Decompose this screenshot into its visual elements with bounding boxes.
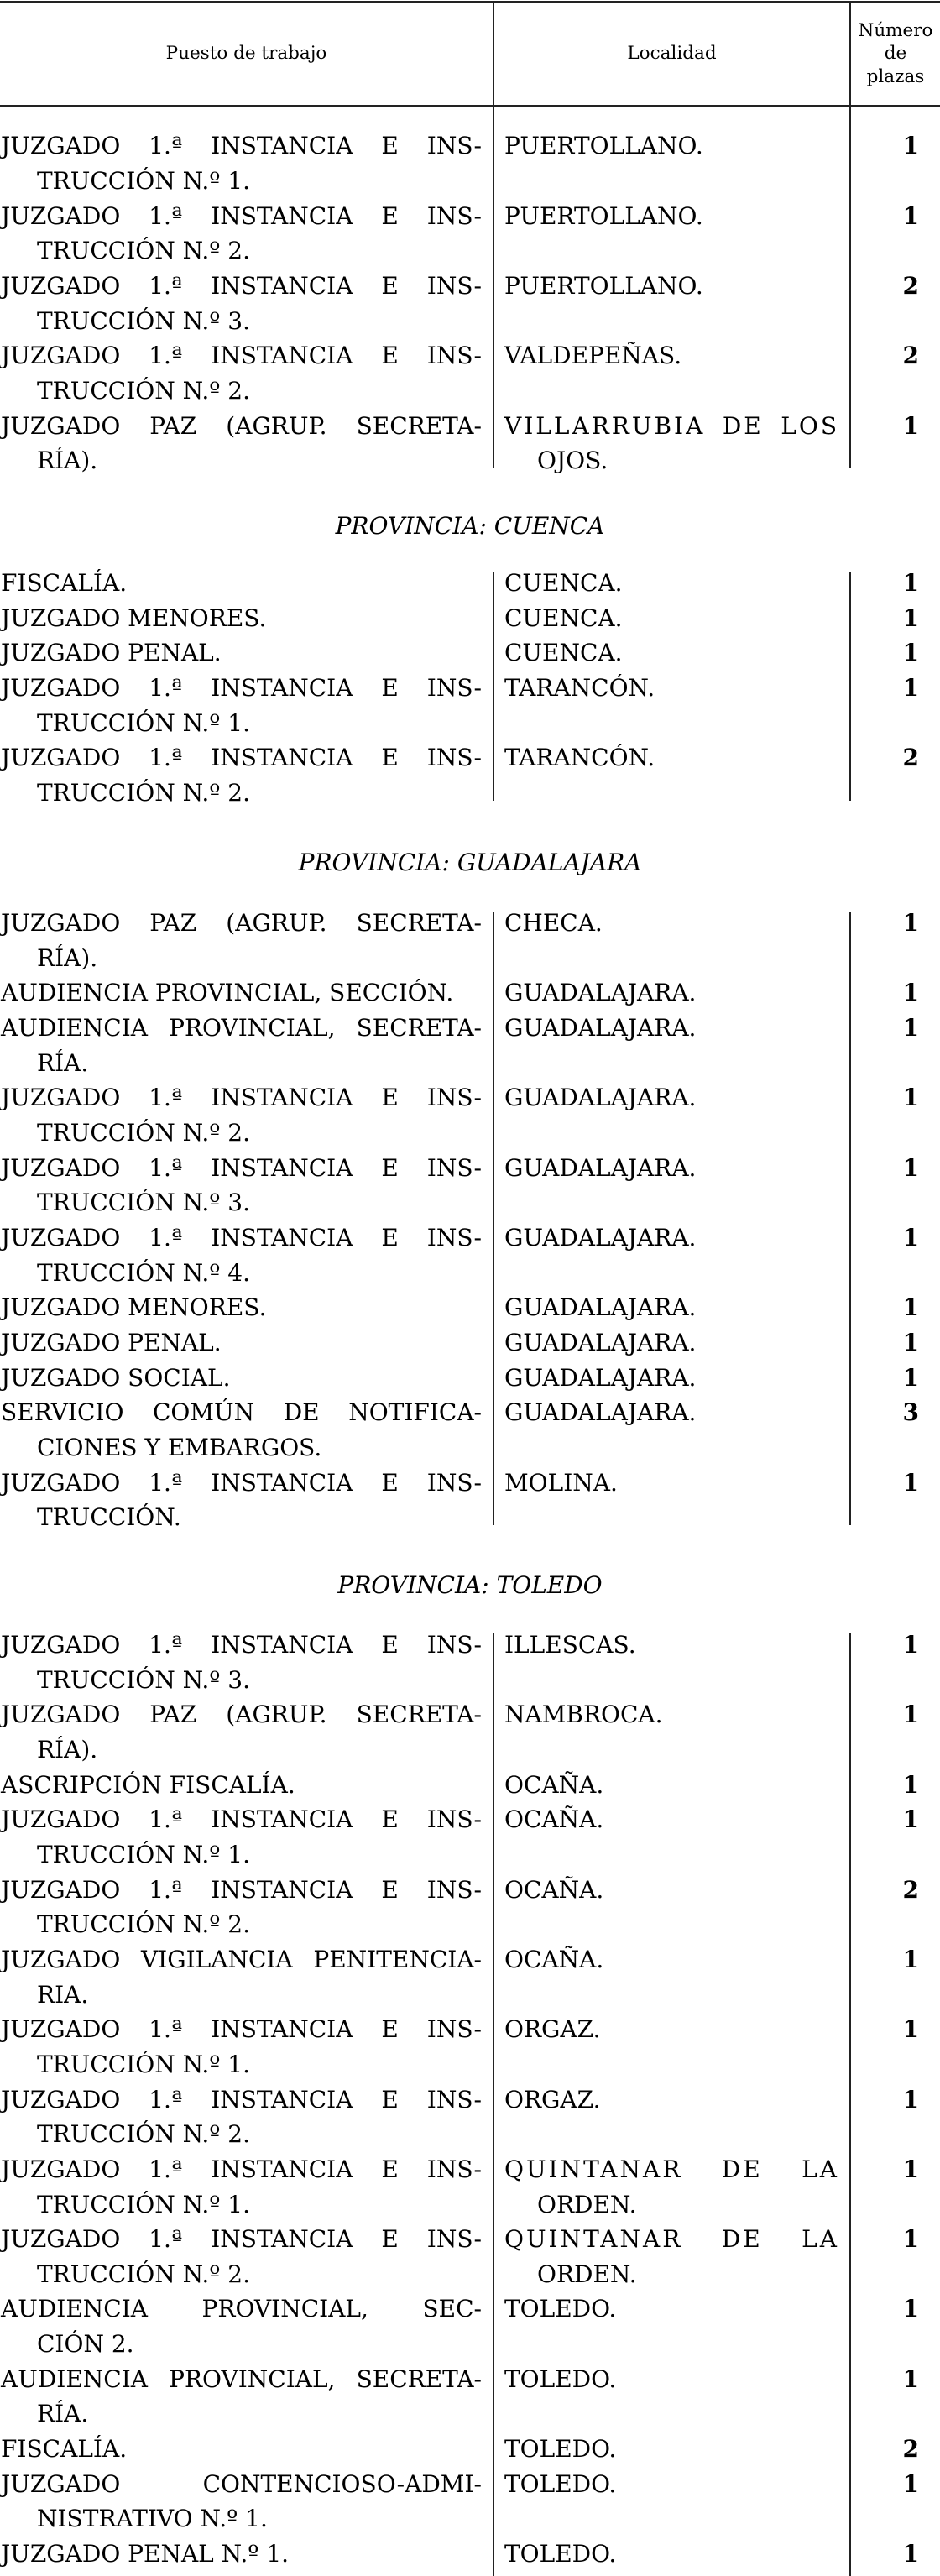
text-line: TOLEDO. [504, 2364, 617, 2393]
cell-localidad [493, 128, 849, 198]
cell-localidad [493, 338, 849, 408]
cell-numero-de-plazas: 1 [902, 909, 919, 937]
cell-numero-de-plazas: 1 [902, 1153, 919, 1182]
text-line: RÍA). [37, 943, 98, 972]
text-line: JUZGADO VIGILANCIA PENITENCIA- [1, 1945, 482, 1973]
text-line: TRUCCIÓN N.º 2. [37, 237, 251, 265]
text-line: PUERTOLLANO. [504, 272, 703, 300]
cell-numero-de-plazas: 1 [902, 1468, 919, 1497]
text-line: NISTRATIVO N.º 1. [37, 2505, 268, 2533]
cell-puesto-de-trabajo [0, 1873, 493, 1942]
section-heading: PROVINCIA: TOLEDO [337, 1571, 603, 1599]
cell-localidad [493, 1628, 849, 1697]
cell-puesto-de-trabajo [0, 975, 493, 1011]
text-line: ORDEN. [537, 2190, 637, 2218]
cell-numero-de-plazas: 1 [902, 2364, 919, 2393]
text-line: AUDIENCIA PROVINCIAL, SECCIÓN. [1, 979, 454, 1007]
text-line: OCAÑA. [504, 1805, 604, 1834]
table-row [0, 2012, 940, 2082]
text-line: GUADALAJARA. [504, 1223, 697, 1251]
text-line: PUERTOLLANO. [504, 201, 703, 230]
table-row [0, 1697, 940, 1767]
text-line: TRUCCIÓN N.º 1. [37, 2190, 251, 2218]
cell-localidad [493, 1290, 849, 1325]
table-row [0, 2467, 940, 2537]
text-line: JUZGADO 1.ª INSTANCIA E INS- [1, 2225, 482, 2254]
text-line: NAMBROCA. [504, 1701, 663, 1729]
text-line: JUZGADO 1.ª INSTANCIA E INS- [1, 1875, 482, 1904]
cell-localidad [493, 1942, 849, 2012]
header-puesto-de-trabajo: Puesto de trabajo [165, 43, 327, 65]
table-row [0, 1011, 940, 1080]
table-row [0, 2152, 940, 2222]
text-line: JUZGADO 1.ª INSTANCIA E INS- [1, 342, 482, 370]
text-line: GUADALAJARA. [504, 1084, 697, 1112]
cell-numero-de-plazas: 2 [902, 342, 919, 370]
table-row [0, 2537, 940, 2572]
cell-puesto-de-trabajo [0, 2012, 493, 2082]
cell-numero-de-plazas: 1 [902, 979, 919, 1007]
cell-numero-de-plazas: 1 [902, 1701, 919, 1729]
table-row [0, 1466, 940, 1535]
cell-localidad [493, 2012, 849, 2082]
cell-numero-de-plazas: 1 [902, 411, 919, 440]
text-line: GUADALAJARA. [504, 1328, 697, 1356]
text-line: GUADALAJARA. [504, 1153, 697, 1182]
text-line: TRUCCIÓN N.º 2. [37, 2260, 251, 2288]
cell-numero-de-plazas: 1 [902, 2085, 919, 2114]
table-row [0, 409, 940, 478]
cell-localidad [493, 1361, 849, 1396]
header-plazas-line: Número [858, 19, 933, 41]
text-line: TRUCCIÓN N.º 2. [37, 1118, 251, 1147]
table-row [0, 1395, 940, 1465]
cell-localidad [493, 199, 849, 269]
text-line: JUZGADO MENORES. [1, 604, 267, 632]
cell-puesto-de-trabajo [0, 2467, 493, 2537]
cell-numero-de-plazas: 1 [902, 2225, 919, 2254]
text-line: RÍA. [37, 1048, 89, 1077]
cell-puesto-de-trabajo [0, 1151, 493, 1220]
cell-numero-de-plazas: 1 [902, 1328, 919, 1356]
cell-puesto-de-trabajo [0, 1220, 493, 1290]
text-line: GUADALAJARA. [504, 1363, 697, 1392]
column-rule [493, 1633, 494, 2576]
text-line: JUZGADO 1.ª INSTANCIA E INS- [1, 744, 482, 772]
table-row [0, 2362, 940, 2432]
text-line: CIONES Y EMBARGOS. [37, 1433, 322, 1461]
cell-puesto-de-trabajo [0, 1628, 493, 1697]
text-line: RÍA). [37, 1735, 98, 1763]
cell-numero-de-plazas: 1 [902, 1223, 919, 1251]
text-line: TRUCCIÓN N.º 1. [37, 708, 251, 737]
cell-puesto-de-trabajo [0, 1361, 493, 1396]
cell-numero-de-plazas: 1 [902, 1631, 919, 1659]
text-line: SERVICIO COMÚN DE NOTIFICA- [1, 1398, 482, 1427]
text-line: TOLEDO. [504, 2540, 617, 2568]
table-body [0, 1628, 940, 2572]
text-line: JUZGADO PENAL N.º 1. [1, 2540, 290, 2568]
text-line: GUADALAJARA. [504, 979, 697, 1007]
text-line: TRUCCIÓN N.º 4. [37, 1258, 251, 1287]
text-line: VALDEPEÑAS. [504, 342, 682, 370]
cell-puesto-de-trabajo [0, 128, 493, 198]
text-line: JUZGADO CONTENCIOSO-ADMI- [1, 2469, 482, 2498]
text-line: TRUCCIÓN N.º 2. [37, 1910, 251, 1939]
text-line: JUZGADO PENAL. [1, 639, 222, 667]
column-rule [493, 912, 494, 1525]
header-numero-de-plazas [849, 3, 940, 105]
section-heading: PROVINCIA: GUADALAJARA [298, 849, 642, 876]
cell-localidad [493, 2362, 849, 2432]
cell-numero-de-plazas: 1 [902, 639, 919, 667]
text-line: JUZGADO PAZ (AGRUP. SECRETA- [1, 909, 482, 937]
text-line: TRUCCIÓN N.º 2. [37, 376, 251, 405]
text-line: JUZGADO 1.ª INSTANCIA E INS- [1, 2085, 482, 2114]
text-line: MOLINA. [504, 1468, 618, 1497]
text-line: ASCRIPCIÓN FISCALÍA. [1, 1770, 295, 1799]
cell-puesto-de-trabajo [0, 269, 493, 338]
cell-numero-de-plazas: 3 [902, 1398, 919, 1427]
cell-puesto-de-trabajo [0, 2432, 493, 2467]
cell-localidad [493, 1325, 849, 1361]
text-line: JUZGADO 1.ª INSTANCIA E INS- [1, 1223, 482, 1251]
column-rule [849, 572, 851, 801]
table-row [0, 2222, 940, 2291]
cell-localidad [493, 2467, 849, 2537]
text-line: JUZGADO 1.ª INSTANCIA E INS- [1, 2015, 482, 2044]
section-heading: PROVINCIA: CUENCA [335, 512, 605, 540]
table-row [0, 2082, 940, 2152]
cell-localidad [493, 1873, 849, 1942]
cell-puesto-de-trabajo [0, 635, 493, 671]
table-row [0, 269, 940, 338]
cell-numero-de-plazas: 1 [902, 604, 919, 632]
text-line: TRUCCIÓN N.º 2. [37, 2120, 251, 2149]
text-line: FISCALÍA. [1, 2435, 128, 2464]
column-rule [849, 1633, 851, 2576]
table-row [0, 1873, 940, 1942]
text-line: JUZGADO 1.ª INSTANCIA E INS- [1, 1153, 482, 1182]
text-line: JUZGADO 1.ª INSTANCIA E INS- [1, 201, 482, 230]
text-line: AUDIENCIA PROVINCIAL, SEC- [1, 2295, 482, 2323]
text-line: CIÓN 2. [37, 2330, 134, 2359]
cell-numero-de-plazas: 1 [902, 132, 919, 160]
text-line: TRUCCIÓN N.º 2. [37, 778, 251, 807]
header-plazas-line: de [884, 43, 907, 65]
cell-puesto-de-trabajo [0, 2291, 493, 2361]
table-row [0, 906, 940, 975]
table-section [0, 106, 940, 478]
table-row [0, 975, 940, 1011]
text-line: TOLEDO. [504, 2469, 617, 2498]
cell-puesto-de-trabajo [0, 601, 493, 636]
text-line: QUINTANAR DE LA [504, 2225, 839, 2254]
cell-localidad [493, 1011, 849, 1080]
cell-puesto-de-trabajo [0, 409, 493, 478]
cell-numero-de-plazas: 1 [902, 1013, 919, 1042]
table-row [0, 671, 940, 740]
text-line: TRUCCIÓN. [37, 1503, 181, 1532]
cell-numero-de-plazas: 1 [902, 2295, 919, 2323]
cell-localidad [493, 1697, 849, 1767]
table-row [0, 1080, 940, 1150]
text-line: CUENCA. [504, 604, 623, 632]
table-row [0, 1220, 940, 1290]
text-line: JUZGADO 1.ª INSTANCIA E INS- [1, 1468, 482, 1497]
cell-localidad [493, 1395, 849, 1465]
cell-numero-de-plazas: 1 [902, 2469, 919, 2498]
text-line: JUZGADO MENORES. [1, 1293, 267, 1322]
cell-localidad [493, 2222, 849, 2291]
text-line: OCAÑA. [504, 1875, 604, 1904]
cell-localidad [493, 1220, 849, 1290]
table-row [0, 128, 940, 198]
text-line: TOLEDO. [504, 2295, 617, 2323]
text-line: RIA. [37, 1980, 89, 2009]
cell-localidad [493, 1768, 849, 1803]
text-line: VILLARRUBIA DE LOS [504, 411, 839, 440]
cell-localidad [493, 269, 849, 338]
cell-localidad [493, 2432, 849, 2467]
table-row [0, 2432, 940, 2467]
cell-numero-de-plazas: 2 [902, 744, 919, 772]
text-line: GUADALAJARA. [504, 1398, 697, 1427]
cell-puesto-de-trabajo [0, 1395, 493, 1465]
cell-puesto-de-trabajo [0, 2537, 493, 2572]
text-line: JUZGADO 1.ª INSTANCIA E INS- [1, 132, 482, 160]
table-header [0, 1, 940, 107]
text-line: JUZGADO 1.ª INSTANCIA E INS- [1, 272, 482, 300]
cell-numero-de-plazas: 1 [902, 1293, 919, 1322]
cell-numero-de-plazas: 1 [902, 673, 919, 702]
cell-localidad [493, 975, 849, 1011]
cell-localidad [493, 2537, 849, 2572]
text-line: JUZGADO PAZ (AGRUP. SECRETA- [1, 1701, 482, 1729]
text-line: JUZGADO 1.ª INSTANCIA E INS- [1, 2155, 482, 2183]
cell-localidad [493, 2082, 849, 2152]
cell-numero-de-plazas: 1 [902, 1084, 919, 1112]
text-line: ILLESCAS. [504, 1631, 636, 1659]
text-line: OCAÑA. [504, 1770, 604, 1799]
cell-localidad [493, 566, 849, 601]
text-line: ORGAZ. [504, 2015, 601, 2044]
cell-numero-de-plazas: 1 [902, 1363, 919, 1392]
cell-puesto-de-trabajo [0, 2362, 493, 2432]
cell-numero-de-plazas: 1 [902, 1770, 919, 1799]
cell-puesto-de-trabajo [0, 1768, 493, 1803]
text-line: TARANCÓN. [504, 673, 655, 702]
cell-numero-de-plazas: 1 [902, 569, 919, 597]
cell-localidad [493, 1151, 849, 1220]
cell-puesto-de-trabajo [0, 2082, 493, 2152]
cell-puesto-de-trabajo [0, 1011, 493, 1080]
text-line: TRUCCIÓN N.º 3. [37, 1665, 251, 1694]
text-line: CUENCA. [504, 569, 623, 597]
cell-localidad [493, 1080, 849, 1150]
text-line: CUENCA. [504, 639, 623, 667]
cell-localidad [493, 906, 849, 975]
cell-puesto-de-trabajo [0, 1697, 493, 1767]
cell-puesto-de-trabajo [0, 740, 493, 810]
cell-puesto-de-trabajo [0, 2222, 493, 2291]
cell-puesto-de-trabajo [0, 1290, 493, 1325]
text-line: RÍA). [37, 447, 98, 475]
cell-puesto-de-trabajo [0, 671, 493, 740]
cell-puesto-de-trabajo [0, 1802, 493, 1872]
text-line: ORGAZ. [504, 2085, 601, 2114]
cell-numero-de-plazas: 1 [902, 2155, 919, 2183]
text-line: RÍA. [37, 2400, 89, 2428]
table-row [0, 635, 940, 671]
cell-numero-de-plazas: 2 [902, 1875, 919, 1904]
table-body [0, 906, 940, 1535]
text-line: ORDEN. [537, 2260, 637, 2288]
table-row [0, 1290, 940, 1325]
table-row [0, 601, 940, 636]
table-row [0, 1325, 940, 1361]
table-row [0, 338, 940, 408]
text-line: JUZGADO 1.ª INSTANCIA E INS- [1, 1805, 482, 1834]
text-line: TARANCÓN. [504, 744, 655, 772]
cell-numero-de-plazas: 1 [902, 1945, 919, 1973]
text-line: AUDIENCIA PROVINCIAL, SECRETA- [1, 2364, 482, 2393]
cell-numero-de-plazas: 1 [902, 1805, 919, 1834]
cell-localidad [493, 1802, 849, 1872]
cell-localidad [493, 1466, 849, 1535]
cell-numero-de-plazas: 2 [902, 2435, 919, 2464]
cell-numero-de-plazas: 2 [902, 272, 919, 300]
text-line: GUADALAJARA. [504, 1013, 697, 1042]
text-line: TRUCCIÓN N.º 1. [37, 167, 251, 196]
header-plazas-line: plazas [866, 65, 925, 87]
text-line: JUZGADO 1.ª INSTANCIA E INS- [1, 673, 482, 702]
cell-localidad [493, 601, 849, 636]
text-line: JUZGADO 1.ª INSTANCIA E INS- [1, 1084, 482, 1112]
column-rule [493, 106, 494, 468]
text-line: TRUCCIÓN N.º 3. [37, 306, 251, 335]
text-line: FISCALÍA. [1, 569, 128, 597]
cell-numero-de-plazas: 1 [902, 201, 919, 230]
cell-localidad [493, 671, 849, 740]
cell-puesto-de-trabajo [0, 566, 493, 601]
cell-localidad [493, 2152, 849, 2222]
cell-puesto-de-trabajo [0, 1325, 493, 1361]
cell-puesto-de-trabajo [0, 2152, 493, 2222]
text-line: GUADALAJARA. [504, 1293, 697, 1322]
column-rule [493, 572, 494, 801]
text-line: CHECA. [504, 909, 603, 937]
table-row [0, 1361, 940, 1396]
table-body [0, 128, 940, 478]
text-line: JUZGADO 1.ª INSTANCIA E INS- [1, 1631, 482, 1659]
text-line: JUZGADO PENAL. [1, 1328, 222, 1356]
cell-localidad [493, 2291, 849, 2361]
cell-localidad [493, 409, 849, 478]
table-row [0, 2291, 940, 2361]
cell-puesto-de-trabajo [0, 338, 493, 408]
text-line: TRUCCIÓN N.º 1. [37, 1840, 251, 1868]
cell-localidad [493, 635, 849, 671]
text-line: OJOS. [537, 447, 608, 475]
table-section [0, 566, 940, 811]
text-line: PUERTOLLANO. [504, 132, 703, 160]
cell-puesto-de-trabajo [0, 1942, 493, 2012]
table-row [0, 199, 940, 269]
text-line: TRUCCIÓN N.º 3. [37, 1189, 251, 1217]
text-line: OCAÑA. [504, 1945, 604, 1973]
table-section [0, 1628, 940, 2576]
text-line: JUZGADO SOCIAL. [1, 1363, 231, 1392]
column-rule [849, 106, 851, 468]
cell-localidad [493, 740, 849, 810]
cell-numero-de-plazas: 1 [902, 2540, 919, 2568]
cell-puesto-de-trabajo [0, 1080, 493, 1150]
table-row [0, 1802, 940, 1872]
table-row [0, 1151, 940, 1220]
table-body [0, 566, 940, 811]
table-row [0, 1942, 940, 2012]
cell-puesto-de-trabajo [0, 199, 493, 269]
table-row [0, 740, 940, 810]
table-row [0, 566, 940, 601]
table-section [0, 906, 940, 1535]
column-rule [849, 912, 851, 1525]
table-row [0, 1768, 940, 1803]
text-line: TOLEDO. [504, 2435, 617, 2464]
text-line: JUZGADO PAZ (AGRUP. SECRETA- [1, 411, 482, 440]
table-row [0, 1628, 940, 1697]
cell-numero-de-plazas: 1 [902, 2015, 919, 2044]
cell-puesto-de-trabajo [0, 906, 493, 975]
text-line: TRUCCIÓN N.º 1. [37, 2050, 251, 2078]
text-line: QUINTANAR DE LA [504, 2155, 839, 2183]
text-line: AUDIENCIA PROVINCIAL, SECRETA- [1, 1013, 482, 1042]
header-localidad: Localidad [493, 3, 849, 105]
cell-puesto-de-trabajo [0, 1466, 493, 1535]
